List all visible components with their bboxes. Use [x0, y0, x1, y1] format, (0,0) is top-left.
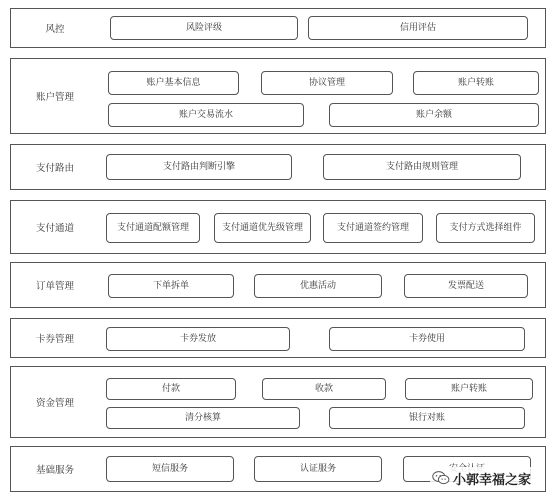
module-box: 账户转账 [405, 378, 533, 400]
module-box: 账户交易流水 [108, 103, 304, 127]
layer-label: 账户管理 [35, 92, 74, 103]
layer-order-management [10, 262, 546, 308]
module-box: 付款 [106, 378, 236, 400]
wechat-icon [432, 470, 450, 486]
module-box: 发票配送 [404, 274, 528, 298]
module-box: 支付通道配额管理 [106, 213, 200, 243]
module-box: 账户转账 [413, 71, 539, 95]
module-box: 支付通道签约管理 [323, 213, 423, 243]
module-box: 下单拆单 [108, 274, 234, 298]
module-box: 账户基本信息 [108, 71, 239, 95]
watermark-text: 小郭幸福之家 [453, 472, 532, 488]
layer-label: 支付路由 [35, 163, 74, 174]
module-box: 优惠活动 [254, 274, 382, 298]
module-box: 支付方式选择组件 [436, 213, 535, 243]
module-box: 认证服务 [254, 456, 382, 482]
module-box: 协议管理 [261, 71, 393, 95]
layer-label: 基础服务 [35, 465, 74, 476]
module-box: 风险评级 [110, 16, 298, 40]
watermark [430, 467, 533, 489]
layer-risk-control [10, 8, 546, 48]
module-box: 信用评估 [308, 16, 528, 40]
module-box: 短信服务 [106, 456, 234, 482]
layer-label: 支付通道 [35, 223, 74, 234]
layer-label: 风控 [45, 24, 65, 35]
layer-label: 资金管理 [35, 398, 74, 409]
module-box: 支付通道优先级管理 [214, 213, 311, 243]
layer-fund-management [10, 366, 546, 438]
module-box: 银行对账 [329, 407, 525, 429]
module-box: 清分核算 [106, 407, 300, 429]
module-box: 卡券使用 [329, 327, 525, 351]
layer-account-management [10, 58, 546, 134]
layer-payment-routing [10, 144, 546, 190]
layer-payment-channel [10, 200, 546, 254]
layer-label: 订单管理 [35, 281, 74, 292]
module-box: 账户余额 [329, 103, 539, 127]
module-box: 收款 [262, 378, 386, 400]
layer-coupon-management [10, 318, 546, 358]
module-box: 支付路由判断引擎 [106, 154, 292, 180]
module-box: 支付路由规则管理 [323, 154, 521, 180]
module-box: 卡券发放 [106, 327, 290, 351]
layer-label: 卡券管理 [35, 334, 74, 345]
